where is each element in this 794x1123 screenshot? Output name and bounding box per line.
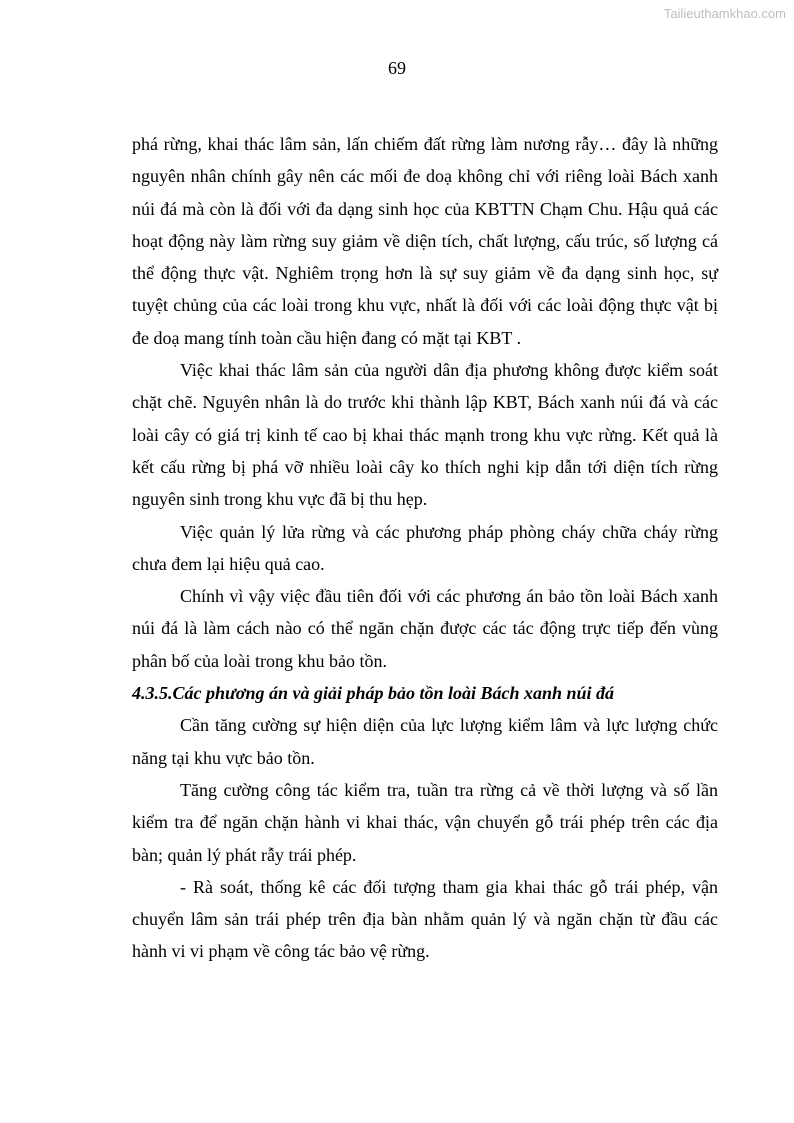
- section-heading: 4.3.5.Các phương án và giải pháp bảo tồn loài Bách xanh núi đá: [132, 683, 615, 704]
- paragraph: Việc khai thác lâm sản của người dân địa phương không được kiểm soát chặt chẽ. Nguyên nhân là do trước khi thành lập KBT, Bách xanh núi đá và các loài cây có giá trị kinh tế cao bị khai thác mạnh trong khu vực rừng. Kết quả là kết cấu rừng bị phá vỡ nhiều loài cây ko thích nghi kịp dẫn tới diện tích rừng nguyên sinh trong khu vực đã bị thu hẹp.: [132, 360, 718, 510]
- paragraph-continuation: phá rừng, khai thác lâm sản, lấn chiếm đất rừng làm nương rẫy… đây là những nguyên nhân chính gây nên các mối đe doạ không chỉ với riêng loài Bách xanh núi đá mà còn là đối với đa dạng sinh học của KBTTN Chạm Chu. Hậu quả các hoạt động này làm rừng suy giảm về diện tích, chất lượng, cấu trúc, số lượng cá thể động thực vật. Nghiêm trọng hơn là sự suy giảm về đa dạng sinh học, sự tuyệt chủng của các loài trong khu vực, nhất là đối với các loài động thực vật bị đe doạ mang tính toàn cầu hiện đang có mặt tại KBT .: [132, 134, 718, 348]
- section-paragraph: Cần tăng cường sự hiện diện của lực lượng kiểm lâm và lực lượng chức năng tại khu vực bảo tồn.: [132, 715, 718, 768]
- section-paragraph: - Rà soát, thống kê các đối tượng tham gia khai thác gỗ trái phép, vận chuyển lâm sản trái phép trên địa bàn nhằm quản lý và ngăn chặn từ đầu các hành vi vi phạm về công tác bảo vệ rừng.: [132, 876, 718, 962]
- paragraph: Việc quản lý lửa rừng và các phương pháp phòng cháy chữa cháy rừng chưa đem lại hiệu quả cao.: [132, 521, 718, 574]
- watermark-text: Tailieuthamkhao.com: [663, 6, 786, 21]
- section-paragraph: Tăng cường công tác kiểm tra, tuần tra rừng cả về thời lượng và số lần kiểm tra để ngăn chặn hành vi khai thác, vận chuyển gỗ trái phép trên các địa bàn; quản lý phát rẫy trái phép.: [132, 779, 718, 865]
- page-number: 69: [388, 58, 406, 78]
- document-body: [132, 128, 718, 968]
- paragraph: Chính vì vậy việc đầu tiên đối với các phương án bảo tồn loài Bách xanh núi đá là làm cách nào có thể ngăn chặn được các tác động trực tiếp đến vùng phân bố của loài trong khu bảo tồn.: [132, 586, 718, 671]
